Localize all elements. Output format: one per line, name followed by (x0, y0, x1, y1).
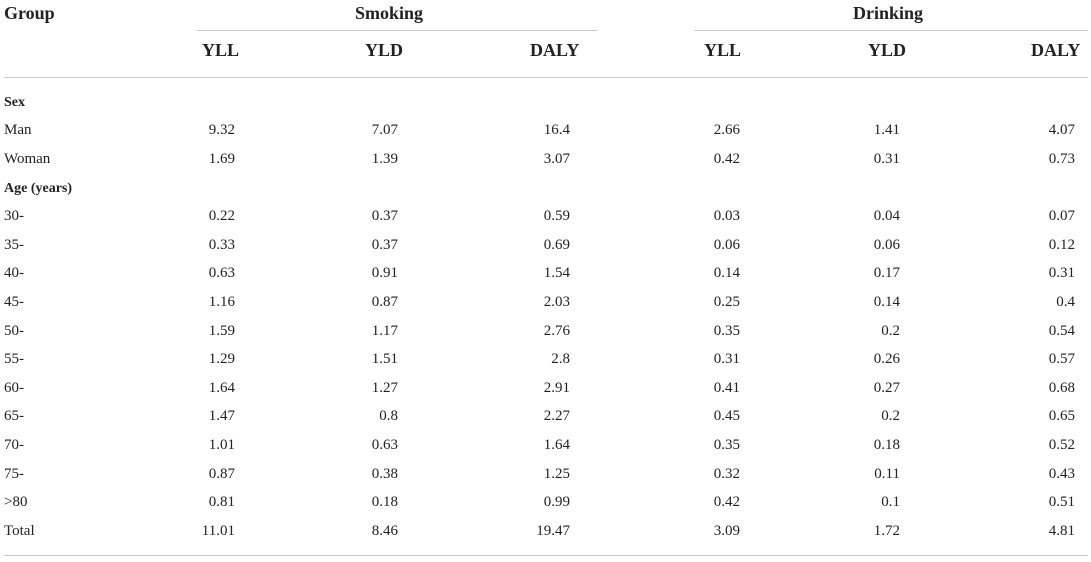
table-cell: 0.65 (1048, 408, 1075, 424)
smoking-yld-header: YLD (365, 40, 404, 60)
row-label: Woman (4, 151, 51, 167)
table-cell: 1.27 (371, 380, 398, 396)
table-cell: 0.18 (873, 437, 900, 453)
header-bottom-rule (4, 77, 1088, 78)
table-cell: 0.87 (371, 294, 398, 310)
table-cell: 0.11 (874, 466, 900, 482)
table-cell: 0.04 (873, 208, 900, 224)
table-cell: 0.07 (1048, 208, 1075, 224)
table-cell: 0.06 (873, 237, 900, 253)
row-label: 50- (4, 323, 24, 339)
table-cell: 0.8 (379, 408, 398, 424)
table-cell: 0.91 (371, 265, 398, 281)
table-cell: 1.64 (543, 437, 570, 453)
drinking-daly-header: DALY (1031, 40, 1081, 60)
table-cell: 1.39 (371, 151, 398, 167)
row-label: Total (4, 523, 35, 539)
table-cell: 0.35 (713, 437, 740, 453)
table-cell: 1.64 (208, 380, 235, 396)
smoking-yll-header: YLL (202, 40, 240, 60)
table-cell: 1.41 (873, 122, 900, 138)
table-cell: 2.8 (551, 351, 570, 367)
table-cell: 0.73 (1048, 151, 1075, 167)
table-cell: 0.81 (208, 494, 235, 510)
row-label: 30- (4, 208, 24, 224)
table-cell: 0.35 (713, 323, 740, 339)
table-cell: 0.42 (713, 494, 740, 510)
table-cell: 4.07 (1048, 122, 1075, 138)
table-cell: 2.27 (543, 408, 570, 424)
table-cell: 1.51 (371, 351, 398, 367)
table-cell: 0.87 (208, 466, 235, 482)
row-label: Man (4, 122, 32, 138)
table-cell: 0.43 (1048, 466, 1075, 482)
table-cell: 1.47 (208, 408, 235, 424)
table-cell: 0.14 (713, 265, 740, 281)
table-cell: 0.69 (543, 237, 570, 253)
table-cell: 3.09 (713, 523, 740, 539)
table-cell: 9.32 (208, 122, 235, 138)
table-cell: 1.69 (208, 151, 235, 167)
table-cell: 0.14 (873, 294, 900, 310)
row-label: 55- (4, 351, 24, 367)
table-cell: 0.2 (881, 323, 900, 339)
table-cell: 0.37 (371, 237, 398, 253)
table-cell: 11.01 (201, 523, 235, 539)
smoking-daly-header: DALY (530, 40, 580, 60)
table-cell: 1.54 (543, 265, 570, 281)
table-cell: 0.32 (713, 466, 740, 482)
table-cell: 2.91 (543, 380, 570, 396)
table-cell: 2.76 (543, 323, 570, 339)
table-cell: 1.17 (371, 323, 398, 339)
table-cell: 7.07 (371, 122, 398, 138)
smoking-header: Smoking (355, 3, 424, 23)
table-cell: 0.2 (881, 408, 900, 424)
group-header: Group (4, 3, 55, 23)
row-label: 75- (4, 466, 24, 482)
table-cell: 16.4 (543, 122, 570, 138)
table-cell: 0.31 (713, 351, 740, 367)
table-cell: 0.25 (713, 294, 740, 310)
table-bottom-rule (4, 555, 1088, 556)
table-cell: 0.57 (1048, 351, 1075, 367)
row-label: 35- (4, 237, 24, 253)
drinking-yll-header: YLL (704, 40, 742, 60)
table-cell: 0.42 (713, 151, 740, 167)
drinking-span-rule (694, 30, 1088, 31)
table-cell: 0.54 (1048, 323, 1075, 339)
table-cell: 8.46 (371, 523, 398, 539)
table-cell: 0.4 (1056, 294, 1075, 310)
table-cell: 0.26 (873, 351, 900, 367)
table-cell: 1.29 (208, 351, 235, 367)
row-label: 45- (4, 294, 24, 310)
drinking-yld-header: YLD (868, 40, 907, 60)
table-cell: 0.52 (1048, 437, 1075, 453)
row-label: 60- (4, 380, 24, 396)
table-cell: 0.18 (371, 494, 398, 510)
table-cell: 0.22 (208, 208, 235, 224)
table-cell: 4.81 (1048, 523, 1075, 539)
row-label: >80 (4, 494, 28, 510)
table-cell: 0.38 (371, 466, 398, 482)
table-cell: 0.63 (208, 265, 235, 281)
section-sex: Sex (4, 95, 25, 110)
drinking-header: Drinking (853, 3, 924, 23)
row-label: 70- (4, 437, 24, 453)
table-cell: 0.31 (1048, 265, 1075, 281)
table-cell: 0.99 (543, 494, 570, 510)
table-cell: 0.68 (1048, 380, 1075, 396)
table-cell: 0.06 (713, 237, 740, 253)
table-cell: 0.45 (713, 408, 740, 424)
table-cell: 0.27 (873, 380, 900, 396)
table-cell: 0.41 (713, 380, 740, 396)
table-cell: 0.03 (713, 208, 740, 224)
table-cell: 0.33 (208, 237, 235, 253)
table-cell: 3.07 (543, 151, 570, 167)
table-cell: 19.47 (536, 523, 570, 539)
table-cell: 0.37 (371, 208, 398, 224)
table-cell: 1.59 (208, 323, 235, 339)
table-cell: 0.59 (543, 208, 570, 224)
table-cell: 0.12 (1048, 237, 1075, 253)
table-cell: 2.66 (713, 122, 740, 138)
table-cell: 1.25 (543, 466, 570, 482)
table-cell: 1.72 (873, 523, 900, 539)
section-age: Age (years) (4, 181, 73, 196)
row-label: 40- (4, 265, 24, 281)
table-cell: 2.03 (543, 294, 570, 310)
table-cell: 0.1 (881, 494, 900, 510)
table-cell: 0.63 (371, 437, 398, 453)
table-cell: 0.51 (1048, 494, 1075, 510)
table-cell: 1.01 (208, 437, 235, 453)
table-cell: 1.16 (208, 294, 235, 310)
smoking-span-rule (197, 30, 597, 31)
row-label: 65- (4, 408, 24, 424)
table-cell: 0.31 (873, 151, 900, 167)
table-cell: 0.17 (873, 265, 900, 281)
